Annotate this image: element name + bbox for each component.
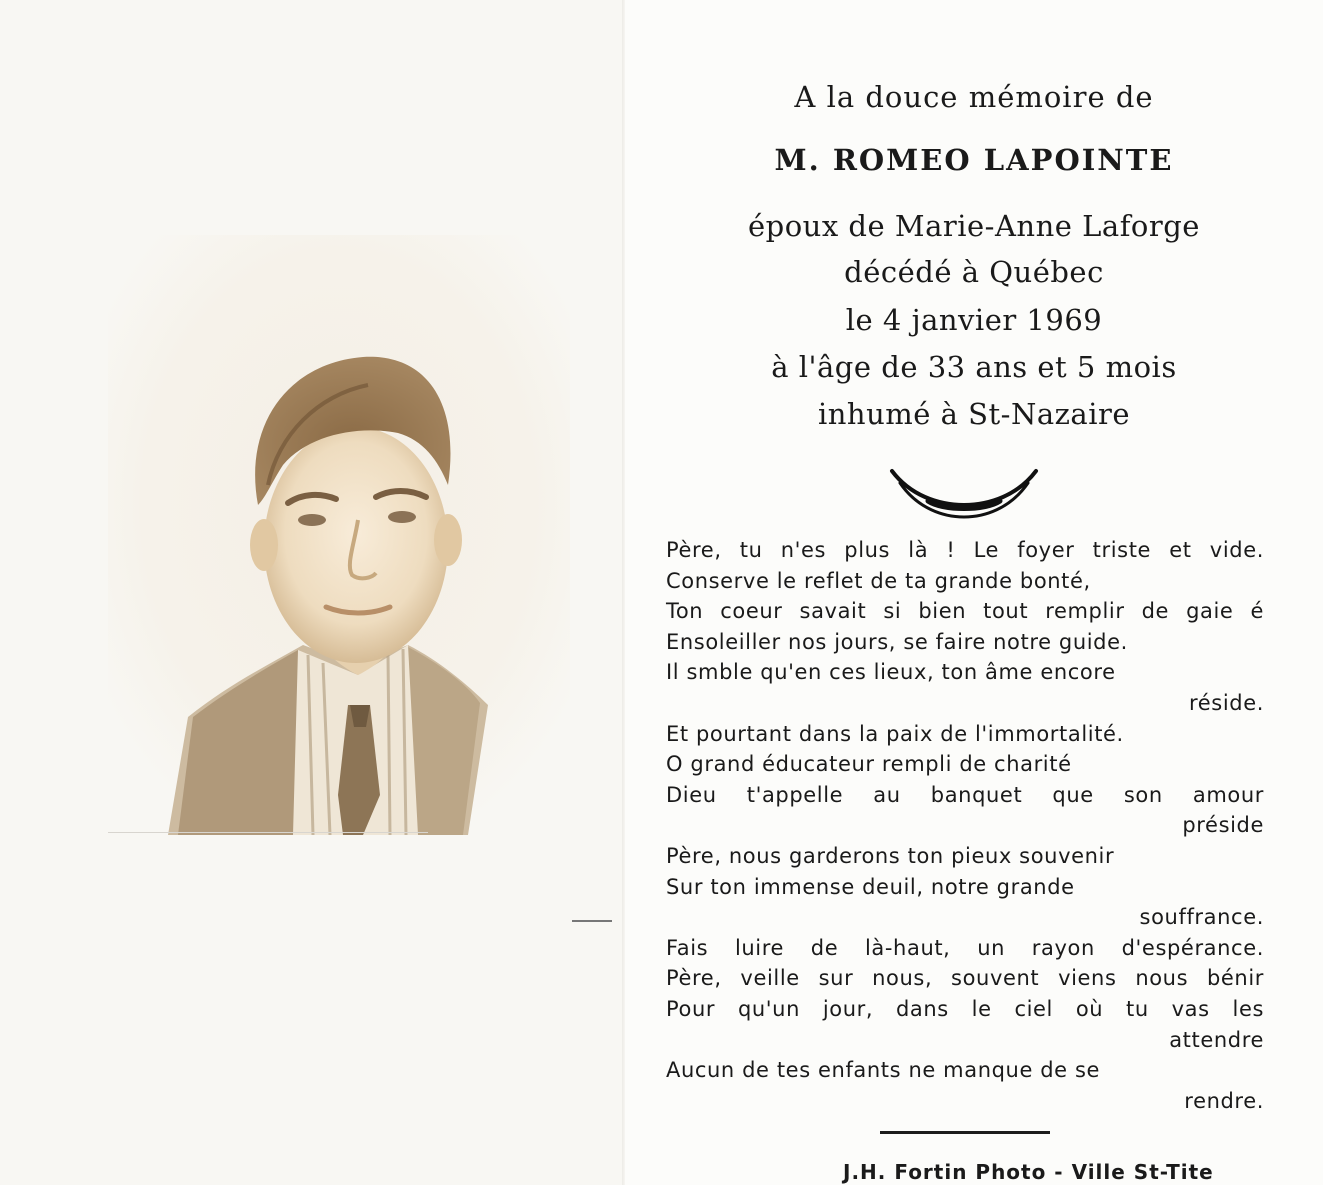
poem-line: O grand éducateur rempli de charité bbox=[666, 752, 1072, 777]
poem-line: Dieu t'appelle au banquet que son amour bbox=[666, 782, 1264, 807]
poem-line: Ensoleiller nos jours, se faire notre guide. bbox=[666, 629, 1128, 654]
detail-age: à l'âge de 33 ans et 5 mois bbox=[771, 350, 1177, 384]
poem-line: Fais luire de là-haut, un rayon d'espérance. bbox=[666, 935, 1264, 960]
poem-line: Sur ton immense deuil, notre grande bbox=[666, 874, 1075, 899]
detail-death-place: décédé à Québec bbox=[844, 255, 1104, 289]
poem-line: Et pourtant dans la paix de l'immortalité. bbox=[666, 721, 1124, 746]
poem-line: rendre. bbox=[1184, 1088, 1264, 1113]
memorial-poem bbox=[666, 535, 1264, 1116]
poem-line: Pour qu'un jour, dans le ciel où tu vas les bbox=[666, 996, 1264, 1021]
poem-line: réside. bbox=[1189, 690, 1264, 715]
poem-line: Père, tu n'es plus là ! Le foyer triste et vide. bbox=[666, 538, 1264, 562]
photo-bottom-edge bbox=[108, 832, 428, 833]
flourish-ornament-icon bbox=[888, 465, 1040, 525]
footer-rule bbox=[880, 1131, 1050, 1134]
poem-line: attendre bbox=[1169, 1027, 1264, 1052]
poem-line: Il smble qu'en ces lieux, ton âme encore bbox=[666, 660, 1116, 685]
detail-burial: inhumé à St-Nazaire bbox=[817, 397, 1131, 431]
poem-line: Conserve le reflet de ta grande bonté, bbox=[666, 568, 1091, 593]
deceased-name: M. ROMEO LAPOINTE bbox=[774, 143, 1174, 177]
poem-line: Aucun de tes enfants ne manque de se bbox=[666, 1058, 1101, 1083]
poem-line: Père, nous garderons ton pieux souvenir bbox=[666, 843, 1115, 868]
poem-line: souffrance. bbox=[1139, 905, 1264, 930]
poem-line: Ton coeur savait si bien tout remplir de gaie é bbox=[666, 599, 1264, 624]
detail-spouse: époux de Marie-Anne Laforge bbox=[748, 209, 1200, 243]
intro-line: A la douce mémoire de bbox=[794, 80, 1154, 114]
portrait-photo-icon bbox=[108, 235, 570, 835]
fold-tick-mark bbox=[572, 920, 612, 922]
photographer-credit: J.H. Fortin Photo - Ville St-Tite bbox=[843, 1160, 1214, 1184]
detail-death-date: le 4 janvier 1969 bbox=[845, 303, 1103, 337]
poem-line: Père, veille sur nous, souvent viens nous bénir bbox=[666, 966, 1264, 991]
poem-line: préside bbox=[1182, 813, 1264, 838]
